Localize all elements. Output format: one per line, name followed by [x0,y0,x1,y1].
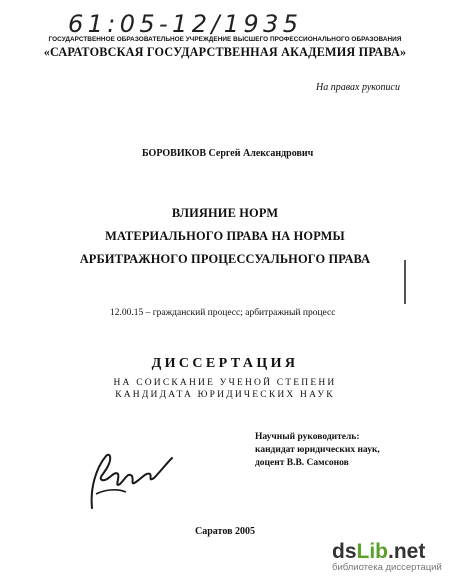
margin-mark [404,260,406,304]
author-name: БОРОВИКОВ Сергей Александрович [142,148,314,159]
title-line-3: АРБИТРАЖНОГО ПРОЦЕССУАЛЬНОГО ПРАВА [79,252,371,266]
watermark-caption: библиотека диссертаций [332,562,442,573]
dslib-logo [332,538,448,564]
svg-text:61:05-12/1935: 61:05-12/1935 [68,10,298,38]
manuscript-rights-note: На правах рукописи [316,82,400,93]
advisor-name: доцент В.В. Самсонов [255,458,349,468]
advisor-label: Научный руководитель: [255,432,360,442]
city-year: Саратов 2005 [195,526,255,537]
handwritten-archive-number [66,6,306,40]
document-type: ДИССЕРТАЦИЯ [151,356,299,371]
advisor-degree: кандидат юридических наук, [255,445,380,455]
title-line-1: ВЛИЯНИЕ НОРМ [171,206,279,220]
title-line-2: МАТЕРИАЛЬНОГО ПРАВА НА НОРМЫ [105,229,345,243]
institution-name: «САРАТОВСКАЯ ГОСУДАРСТВЕННАЯ АКАДЕМИЯ ПРАВА» [43,45,407,59]
svg-text:dsLib.net: dsLib.net [332,540,426,563]
dslib-watermark [330,538,448,578]
handwritten-signature [86,448,176,514]
degree-line-2: КАНДИДАТА ЮРИДИЧЕСКИХ НАУК [115,390,335,400]
institution-type: ГОСУДАРСТВЕННОЕ ОБРАЗОВАТЕЛЬНОЕ УЧРЕЖДЕНИЕ ВЫСШЕГО ПРОФЕССИОНАЛЬНОГО ОБРАЗОВАНИЯ [48,36,402,43]
specialty-code: 12.00.15 – гражданский процесс; арбитражный процесс [110,308,336,318]
degree-line-1: НА СОИСКАНИЕ УЧЕНОЙ СТЕПЕНИ [113,378,337,388]
